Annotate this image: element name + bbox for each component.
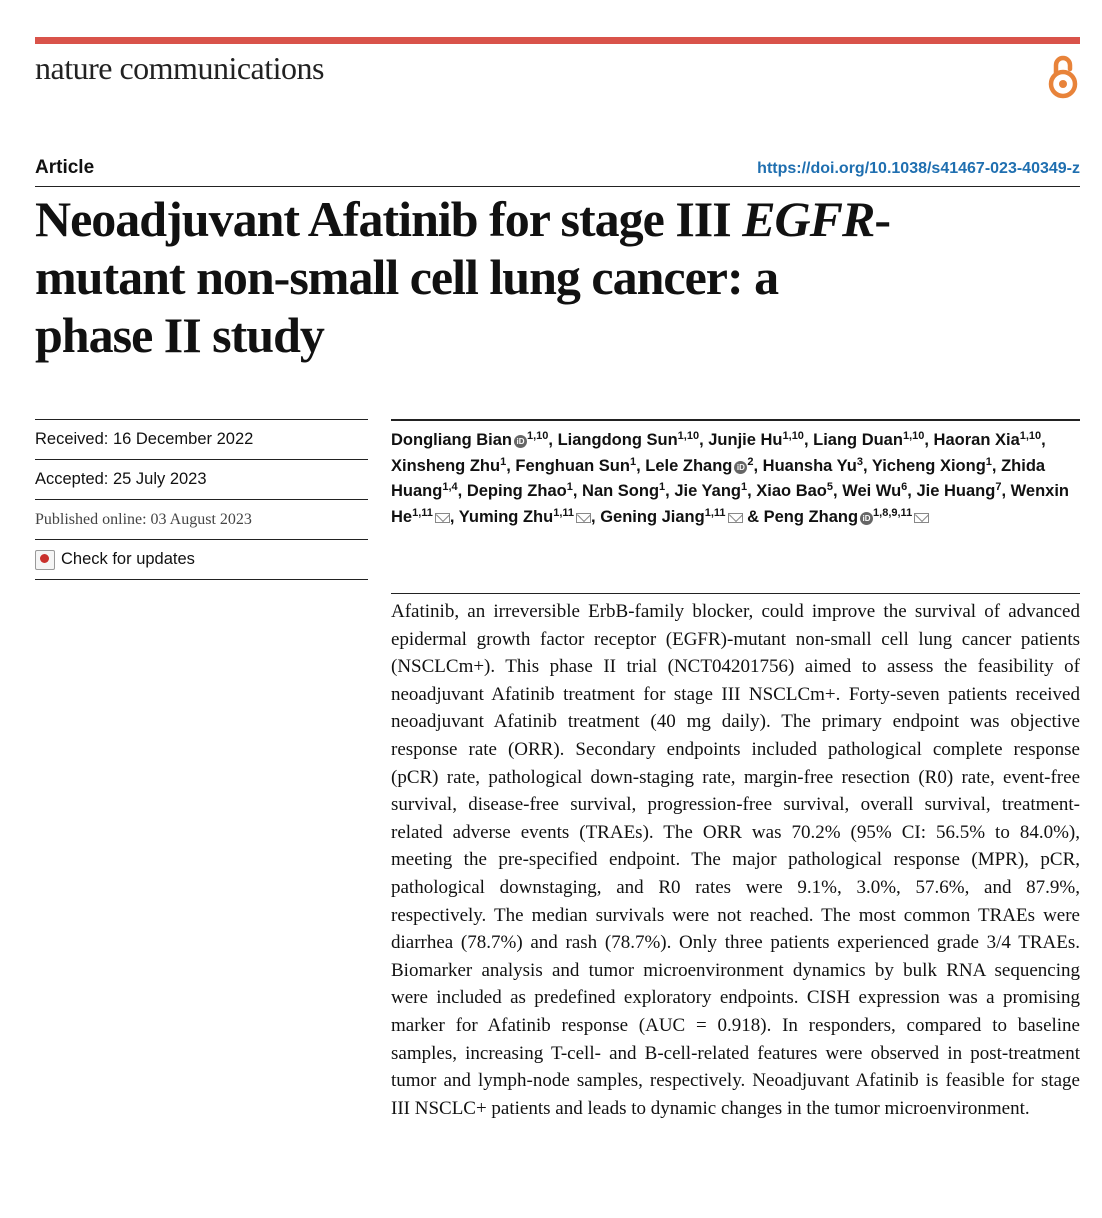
- author-name[interactable]: Xiao Bao$^5$: [756, 481, 834, 500]
- orcid-icon[interactable]: iD: [734, 461, 747, 474]
- orcid-icon[interactable]: iD: [514, 435, 527, 448]
- author-name[interactable]: Wenxin He$^{1,11}$: [391, 482, 1069, 526]
- accepted-date: Accepted: 25 July 2023: [35, 459, 368, 499]
- affiliation-sup: 1,10: [902, 430, 925, 442]
- affiliation-sup: 5: [826, 481, 834, 493]
- author-name[interactable]: Gening Jiang$^{1,11}$: [600, 508, 742, 526]
- article-title: [35, 190, 1075, 364]
- author-name[interactable]: Deping Zhao$^1$: [466, 481, 573, 500]
- divider: [391, 593, 1080, 594]
- title-gene-italic: EGFR: [742, 191, 875, 247]
- title-hyphen: -: [874, 191, 891, 247]
- divider: [35, 186, 1080, 187]
- affiliation-sup: 7: [995, 481, 1002, 493]
- author-name[interactable]: Zhida Huang$^{1,4}$: [391, 456, 1046, 500]
- abstract-text: Afatinib, an irreversible ErbB-family blocker, could improve the survival of advanced epidermal growth factor receptor (EGFR)-mutant non-small cell lung cancer patients (NSCLCm+). This phase II trial (NCT04201756) aimed to assess the feasibility of neoadjuvant Afatinib treatment for stage III NSCLCm+. Forty-seven patients received neoadjuvant Afatinib treatment (40 mg daily). The primary endpoint was objective response rate (ORR). Secondary endpoints included pathological complete response (pCR) rate, pathological down-staging rate, margin-free resection (R0) rate, event-free survival, disease-free survival, progression-free survival, overall survival, treatment-related adverse events (TRAEs). The ORR was 70.2% (95% CI: 56.5% to 84.0%), meeting the pre-specified endpoint. The major pathological response (MPR), pCR, pathological downstaging, and R0 rates were 9.1%, 3.0%, 57.6%, and 87.9%, respectively. The median survivals were not reached. The most common TRAEs were diarrhea (78.7%) and rash (78.7%). Only three patients experienced grade 3/4 TRAEs. Biomarker analysis and tumor microenvironment dynamics by bulk RNA sequencing were included as predefined exploratory endpoints. CISH expression was a promising marker for Afatinib response (AUC = 0.918). In responders, compared to baseline samples, increasing T-cell- and B-cell-related features were observed in post-treatment tumor and lymph-node samples, respectively. Neoadjuvant Afatinib is feasible for stage III NSCLC+ patients and leads to dynamic changes in the tumor microenvironment.: [391, 601, 1080, 1119]
- author-name[interactable]: Huansha Yu$^3$: [762, 455, 863, 475]
- check-updates-link[interactable]: [35, 539, 368, 580]
- email-icon[interactable]: [914, 513, 929, 523]
- affiliation-sup: 1,10: [782, 430, 804, 442]
- affiliation-sup: 1: [740, 481, 748, 493]
- title-line-2: mutant non-small cell lung cancer: a: [35, 249, 779, 305]
- author-name[interactable]: Fenghuan Sun$^1$: [515, 455, 637, 475]
- email-icon[interactable]: [435, 513, 450, 523]
- title-line-3: phase II study: [35, 307, 324, 363]
- check-updates-icon: [35, 550, 55, 570]
- affiliation-sup: 1: [985, 455, 992, 468]
- affiliation-sup: 3: [856, 455, 863, 468]
- affiliation-sup: 1,10: [677, 430, 700, 442]
- doi-link[interactable]: https://doi.org/10.1038/s41467-023-40349-z: [757, 160, 1080, 177]
- affiliation-sup: 1,4: [442, 481, 458, 493]
- author-name[interactable]: Peng Zhang iD $^{1,8,9,11}$: [764, 508, 930, 526]
- orcid-icon[interactable]: iD: [860, 512, 873, 525]
- check-updates-label: Check for updates: [61, 550, 195, 568]
- affiliation-sup: 1,8,9,11: [873, 506, 913, 519]
- header-accent-bar: [35, 37, 1080, 44]
- author-name[interactable]: Junjie Hu$^{1,10}$: [708, 430, 804, 449]
- title-text: Neoadjuvant Afatinib for stage III: [35, 191, 743, 247]
- published-date: Published online: 03 August 2023: [35, 499, 368, 539]
- email-icon[interactable]: [576, 513, 591, 523]
- article-type-label: Article: [35, 157, 95, 178]
- author-name[interactable]: Xinsheng Zhu$^1$: [391, 455, 507, 475]
- affiliation-sup: 1: [629, 455, 637, 468]
- author-name[interactable]: Yuming Zhu$^{1,11}$: [459, 508, 591, 526]
- author-name[interactable]: Jie Huang$^7$: [916, 481, 1002, 500]
- affiliation-sup: 1: [500, 455, 507, 468]
- affiliation-sup: 1,11: [412, 506, 433, 519]
- author-name[interactable]: Nan Song$^1$: [582, 481, 666, 500]
- affiliation-sup: 1,10: [1019, 430, 1042, 442]
- title-line-1: [35, 190, 1075, 248]
- author-name[interactable]: Liang Duan$^{1,10}$: [813, 430, 925, 449]
- journal-name[interactable]: nature communications: [35, 50, 324, 86]
- received-date: Received: 16 December 2022: [35, 419, 368, 459]
- author-name[interactable]: Jie Yang$^1$: [674, 481, 748, 500]
- author-name[interactable]: Wei Wu$^6$: [842, 481, 908, 500]
- affiliation-sup: 6: [901, 481, 908, 493]
- affiliation-sup: 1,11: [704, 506, 726, 519]
- article-dates: [35, 419, 368, 580]
- author-name[interactable]: Haoran Xia$^{1,10}$: [933, 430, 1042, 449]
- open-access-lock-icon: [1046, 53, 1080, 99]
- divider: [391, 419, 1080, 421]
- email-icon[interactable]: [728, 513, 743, 523]
- author-name[interactable]: Lele Zhang iD $^2$: [645, 455, 754, 475]
- author-list: Dongliang Bian iD $^{1,10}$, Liangdong Sun$^{1,10}$, Junjie Hu$^{1,10}$, Liang Duan$^{1,10}$, Haoran Xia$^{1,10}$, Xinsheng Zhu$^1$, Fenghuan Sun$^1$, Lele Zhang iD $^2$, Huansha Yu$^3$, Yicheng Xiong$^1$, Zhida Huang$^{1,4}$, Deping Zhao$^1$, Nan Song$^1$, Jie Yang$^1$, Xiao Bao$^5$, Wei Wu$^6$, Jie Huang$^7$, Wenxin He$^{1,11}$ , Yuming Zhu$^{1,11}$ , Gening Jiang$^{1,11}$ & Peng Zhang iD $^{1,8,9,11}$: [391, 430, 1069, 526]
- affiliation-sup: 1: [566, 481, 573, 493]
- affiliation-sup: 2: [747, 455, 754, 468]
- author-name[interactable]: Yicheng Xiong$^1$: [871, 455, 992, 475]
- affiliation-sup: 1: [659, 481, 666, 493]
- author-name[interactable]: Liangdong Sun$^{1,10}$: [557, 430, 700, 449]
- affiliation-sup: 1,10: [527, 430, 549, 442]
- affiliation-sup: 1,11: [553, 506, 575, 519]
- author-name[interactable]: Dongliang Bian iD $^{1,10}$: [391, 430, 549, 449]
